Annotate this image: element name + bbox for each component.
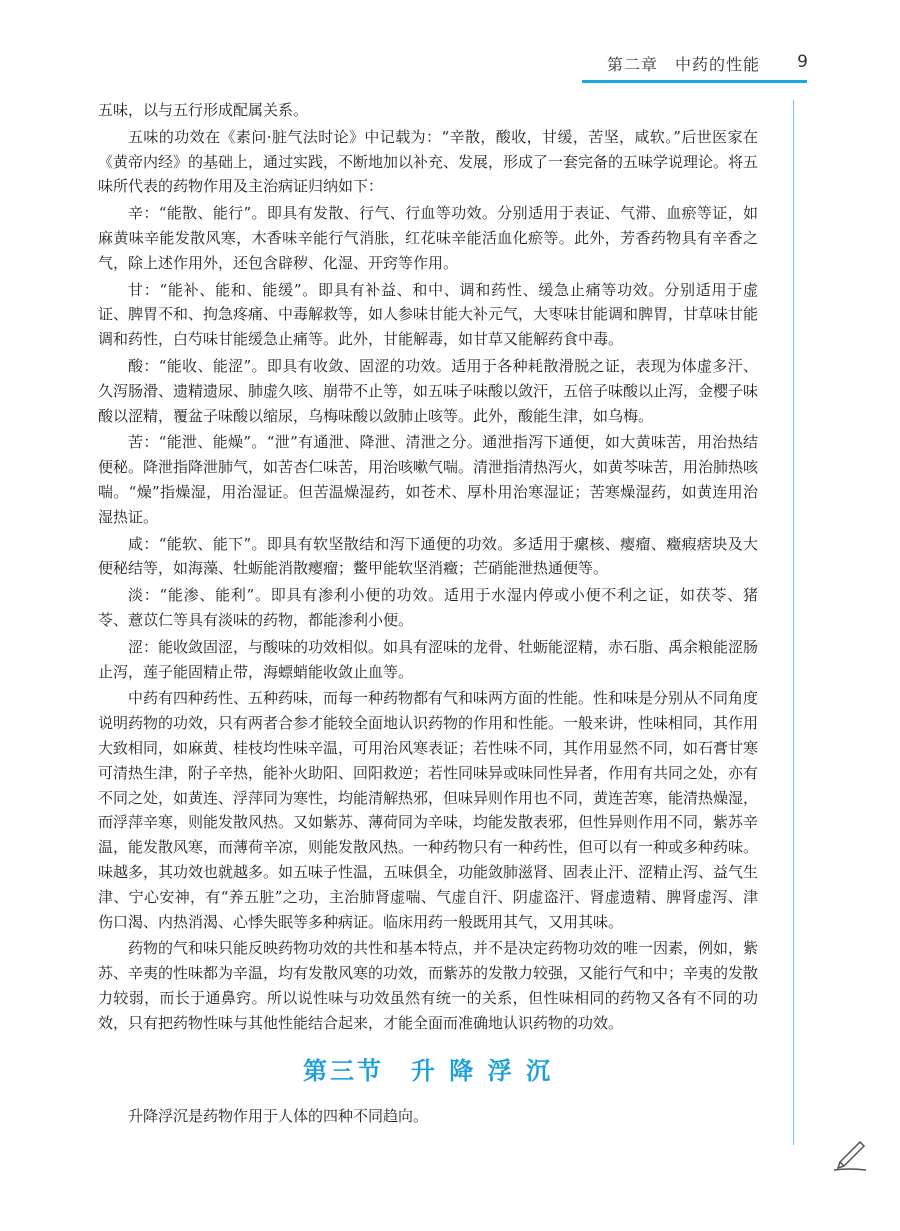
paragraph: 五味的功效在《素问·脏气法时论》中记载为：“辛散，酸收，甘缓，苦坚，咸软。”后世医家在《黄帝内经》的基础上，通过实践，不断地加以补充、发展，形成了一套完备的五味学说理论。将五味所代表的药物作用及主治病证归纳如下： (98, 127, 759, 196)
paragraph: 酸：“能收、能涩”。即具有收敛、固涩的功效。适用于各种耗散滑脱之证，表现为体虚多汗、久泻肠滑、遗精遗尿、肺虚久咳、崩带不止等，如五味子味酸以敛汗，五倍子味酸以止泻，金樱子味酸以涩精，覆盆子味酸以缩尿，乌梅味酸以敛肺止咳等。此外，酸能生津，如乌梅。 (98, 356, 759, 425)
paragraph: 五味，以与五行形成配属关系。 (98, 101, 309, 119)
margin-rule (793, 100, 794, 1145)
page-body (98, 98, 758, 1131)
paragraph: 药物的气和味只能反映药物功效的共性和基本特点，并不是决定药物功效的唯一因素，例如，紫苏、辛夷的性味都为辛温，均有发散风寒的功效，而紫苏的发散力较强，又能行气和中；辛夷的发散力较弱，而长于通鼻窍。所以说性味与功效虽然有统一的关系，但性味相同的药物又各有不同的功效，只有把药物性味与其他性能结合起来，才能全面而准确地认识药物的功效。 (98, 939, 759, 1032)
paragraph: 辛：“能散、能行”。即具有发散、行气、行血等功效。分别适用于表证、气滞、血瘀等证，如麻黄味辛能发散风寒，木香味辛能行气消胀，红花味辛能活血化瘀等。此外，芳香药物具有辛香之气，除上述作用外，还包含辟秽、化湿、开窍等作用。 (98, 204, 758, 272)
section-intro: 升降浮沉是药物作用于人体的四种不同趋向。 (128, 1107, 429, 1126)
paragraph: 涩：能收敛固涩，与酸味的功效相似。如具有涩味的龙骨、牡蛎能涩精，赤石脂、禹余粮能涩肠止泻，莲子能固精止带，海螵蛸能收敛止血等。 (98, 637, 759, 681)
paragraph: 甘：“能补、能和、能缓”。即具有补益、和中、调和药性、缓急止痛等功效。分别适用于虚证、脾胃不和、拘急疼痛、中毒解救等，如人参味甘能大补元气，大枣味甘能调和脾胃，甘草味甘能调和药性，白芍味甘能缓急止痛等。此外，甘能解毒，如甘草又能解药食中毒。 (98, 280, 759, 349)
pen-note-icon (830, 1138, 870, 1174)
paragraph: 苦：“能泄、能燥”。“泄”有通泄、降泄、清泄之分。通泄指泻下通便，如大黄味苦，用治热结便秘。降泄指降泄肺气，如苦杏仁味苦，用治咳嗽气喘。清泄指清热泻火，如黄芩味苦，用治肺热咳喘。“燥”指燥湿，用治湿证。但苦温燥湿药，如苍术、厚朴用治寒湿证；苦寒燥湿药，如黄连用治湿热证。 (98, 433, 759, 526)
section-heading: 第三节 升 降 浮 沉 (302, 1057, 554, 1086)
chapter-title: 第二章 中药的性能 (606, 55, 760, 74)
paragraph: 中药有四种药性、五种药味，而每一种药物都有气和味两方面的性能。性和味是分别从不同角度说明药物的功效，只有两者合参才能较全面地认识药物的作用和性能。一般来讲，性味相同，其作用大致相同，如麻黄、桂枝均性味辛温，可用治风寒表证；若性味不同，其作用显然不同，如石膏甘寒可清热生津，附子辛热，能补火助阳、回阳救逆；若性同味异或味同性异者，作用有共同之处，亦有不同之处，如黄连、浮萍同为寒性，均能清解热邪，但味异则作用也不同，黄连苦寒，能清热燥湿，而浮萍辛寒，则能发散风热。又如紫苏、薄荷同为辛味，均能发散表邪，但性异则作用不同，紫苏辛温，能发散风寒，而薄荷辛凉，则能发散风热。一种药物只有一种药性，但可以有一种或多种药味。味越多，其功效也就越多。如五味子性温，五味俱全，功能敛肺滋肾、固表止汗、涩精止泻、益气生津、宁心安神，有“养五脏”之功，主治肺肾虚喘、气虚自汗、阴虚盗汗、肾虚遗精、脾肾虚泻、津伤口渴、内热消渴、心悸失眠等多种病证。临床用药一般既用其气，又用其味。 (98, 689, 759, 931)
header-rule (582, 80, 807, 83)
page-header (0, 0, 900, 90)
page-number: 9 (797, 52, 808, 72)
paragraph: 咸：“能软、能下”。即具有软坚散结和泻下通便的功效。多适用于瘰核、瘿瘤、癥瘕痞块及大便秘结等，如海藻、牡蛎能消散瘿瘤；鳖甲能软坚消癥；芒硝能泄热通便等。 (98, 534, 758, 578)
paragraph: 淡：“能渗、能利”。即具有渗利小便的功效。适用于水湿内停或小便不利之证，如茯苓、猪苓、薏苡仁等具有淡味的药物，都能渗利小便。 (98, 586, 758, 629)
